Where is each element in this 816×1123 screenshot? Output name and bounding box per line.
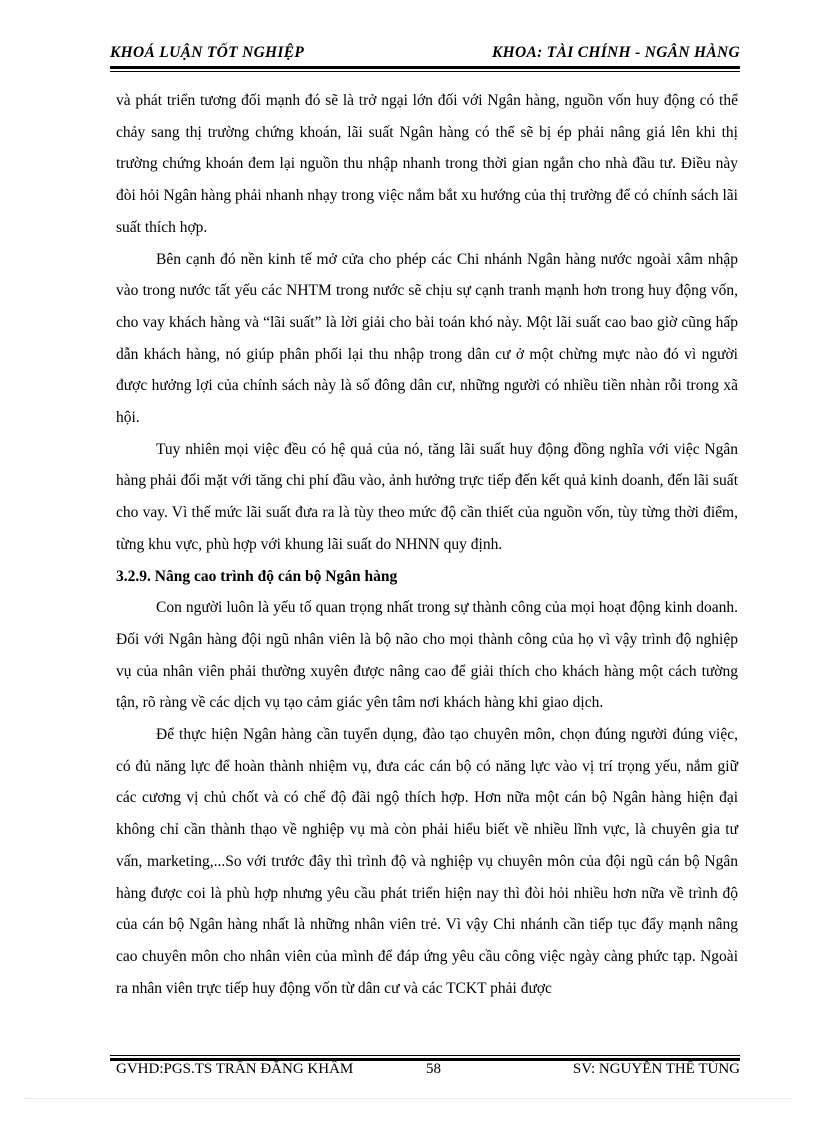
- header-divider-thin: [110, 71, 740, 72]
- footer-divider-thin: [110, 1055, 740, 1056]
- header-thesis-title: KHOÁ LUẬN TỐT NGHIỆP: [110, 44, 305, 61]
- page-number: 58: [426, 1061, 441, 1077]
- paragraph-5: Để thực hiện Ngân hàng cần tuyển dụng, đào tạo chuyên môn, chọn đúng người đúng việc, có đủ năng lực để hoàn thành nhiệm vụ, đưa các cán bộ có năng lực vào vị trí trọng yếu, nắm giữ các cương vị chủ chốt và có chế độ đãi ngộ thích hợp. Hơn nữa một cán bộ Ngân hàng hiện đại không chỉ cần thành thạo về nghiệp vụ mà còn phải hiểu biết về nhiều lĩnh vực, là chuyên gia tư vấn, marketing,...So với trước đây thì trình độ và nghiệp vụ chuyên môn của đội ngũ cán bộ Ngân hàng được coi là phù hợp nhưng yêu cầu phát triển hiện nay thì đòi hỏi nhiều hơn nữa về trình độ của cán bộ Ngân hàng nhất là những nhân viên trẻ. Vì vậy Chi nhánh cần tiếp tục đẩy mạnh nâng cao chuyên môn cho nhân viên của mình để đáp ứng yêu cầu công việc ngày càng phức tạp. Ngoài ra nhân viên trực tiếp huy động vốn từ dân cư và các TCKT phải được: [116, 726, 738, 997]
- paragraph-3: Tuy nhiên mọi việc đều có hệ quả của nó, tăng lãi suất huy động đồng nghĩa với việc Ngân hàng phải đối mặt với tăng chi phí đầu vào, ảnh hưởng trực tiếp đến kết quả kinh doanh, đến lãi suất cho vay. Vì thế mức lãi suất đưa ra là tùy theo mức độ cần thiết của nguồn vốn, tùy từng thời điểm, từng khu vực, phù hợp với khung lãi suất do NHNN quy định.: [116, 440, 738, 553]
- document-body: [116, 85, 738, 1004]
- section-heading: 3.2.9. Nâng cao trình độ cán bộ Ngân hàng: [116, 567, 398, 585]
- paragraph-4: Con người luôn là yếu tố quan trọng nhất trong sự thành công của mọi hoạt động kinh doanh. Đối với Ngân hàng đội ngũ nhân viên là bộ não cho mọi thành công của họ vì vậy trình độ nghiệp vụ của nhân viên phải thường xuyên được nâng cao để giải thích cho khách hàng một cách tường tận, rõ ràng về các dịch vụ tạo cảm giác yên tâm nơi khách hàng khi giao dịch.: [116, 599, 738, 712]
- page-bottom-edge: [24, 1098, 792, 1099]
- header-faculty: KHOA: TÀI CHÍNH - NGÂN HÀNG: [492, 44, 740, 61]
- footer-student: SV: NGUYỄN THẾ TÙNG: [572, 1061, 740, 1077]
- footer-advisor: GVHD:PGS.TS TRẦN ĐĂNG KHÂM: [116, 1061, 354, 1077]
- page-header: [110, 44, 740, 66]
- page-footer: [116, 1061, 740, 1081]
- header-divider: [110, 66, 740, 69]
- paragraph-1: và phát triển tương đối mạnh đó sẽ là trở ngại lớn đối với Ngân hàng, nguồn vốn huy động có thể chảy sang thị trường chứng khoán, lãi suất Ngân hàng có thể sẽ bị ép phải nâng giá lên khi thị trường chứng khoán đem lại nguồn thu nhập nhanh trong thời gian ngắn cho nhà đầu tư. Điều này đòi hỏi Ngân hàng phải nhanh nhạy trong việc nắm bắt xu hướng của thị trường để có chính sách lãi suất thích hợp.: [116, 92, 738, 236]
- paragraph-2: Bên cạnh đó nền kinh tế mở cửa cho phép các Chi nhánh Ngân hàng nước ngoài xâm nhập vào trong nước tất yếu các NHTM trong nước sẽ chịu sự cạnh tranh mạnh hơn trong huy động vốn, cho vay khách hàng và “lãi suất” là lời giải cho bài toán khó này. Một lãi suất cao bao giờ cũng hấp dẫn khách hàng, nó giúp phân phối lại thu nhập trong dân cư ở một chừng mực nào đó vì người được hưởng lợi của chính sách này là số đông dân cư, những người có nhiều tiền nhàn rỗi trong xã hội.: [116, 250, 738, 427]
